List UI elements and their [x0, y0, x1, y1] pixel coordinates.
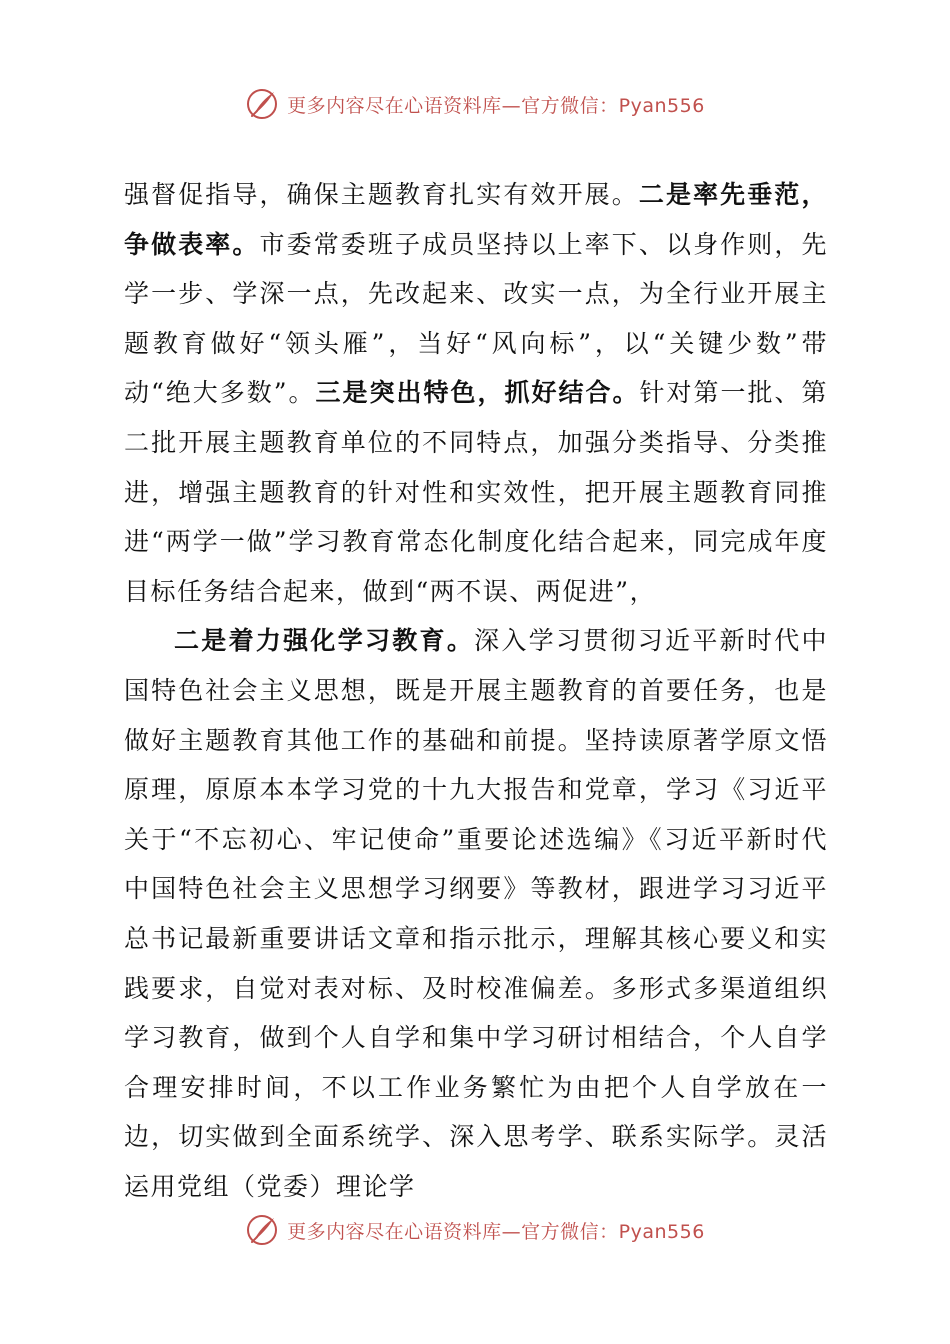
paragraph-1 [124, 170, 828, 616]
header-banner [0, 84, 950, 124]
document-body [124, 170, 828, 1211]
footer-banner [0, 1210, 950, 1250]
text-run: 市委常委班子成员坚持以上率下、以身作则，先学一步、学深一点，先改起来、改实一点，为全行业开展主题教育做好“领头雁”，当好“风向标”，以“关键少数”带动“绝大多数”。 [124, 229, 828, 408]
bold-heading: 三是突出特色，抓好结合。 [315, 378, 640, 408]
header-text: 更多内容尽在心语资料库—官方微信：Pyan556 [287, 94, 705, 117]
bold-heading: 二是率先垂范，争做表率。 [124, 180, 828, 259]
bold-heading: 二是着力强化学习教育。 [174, 626, 475, 656]
text-run: 强督促指导，确保主题教育扎实有效开展。 [124, 180, 639, 209]
paragraph-2 [124, 616, 828, 1211]
text-run: 针对第一批、第二批开展主题教育单位的不同特点，加强分类指导、分类推进，增强主题教育的针对性和实效性，把开展主题教育同推进“两学一做”学习教育常态化制度化结合起来，同完成年度目标任务结合起来，做到“两不误、两促进”， [124, 378, 828, 606]
footer-text: 更多内容尽在心语资料库—官方微信：Pyan556 [287, 1220, 705, 1243]
quill-logo-icon [245, 87, 279, 121]
text-run: 深入学习贯彻习近平新时代中国特色社会主义思想，既是开展主题教育的首要任务，也是做好主题教育其他工作的基础和前提。坚持读原著学原文悟原理，原原本本学习党的十九大报告和党章，学习《习近平关于“不忘初心、牢记使命”重要论述选编》《习近平新时代中国特色社会主义思想学习纲要》等教材，跟进学习习近平总书记最新重要讲话文章和指示批示，理解其核心要义和实践要求，自觉对表对标、及时校准偏差。多形式多渠道组织学习教育，做到个人自学和集中学习研讨相结合，个人自学合理安排时间，不以工作业务繁忙为由把个人自学放在一边，切实做到全面系统学、深入思考学、联系实际学。灵活运用党组（党委）理论学 [124, 626, 828, 1201]
quill-logo-icon [245, 1213, 279, 1247]
